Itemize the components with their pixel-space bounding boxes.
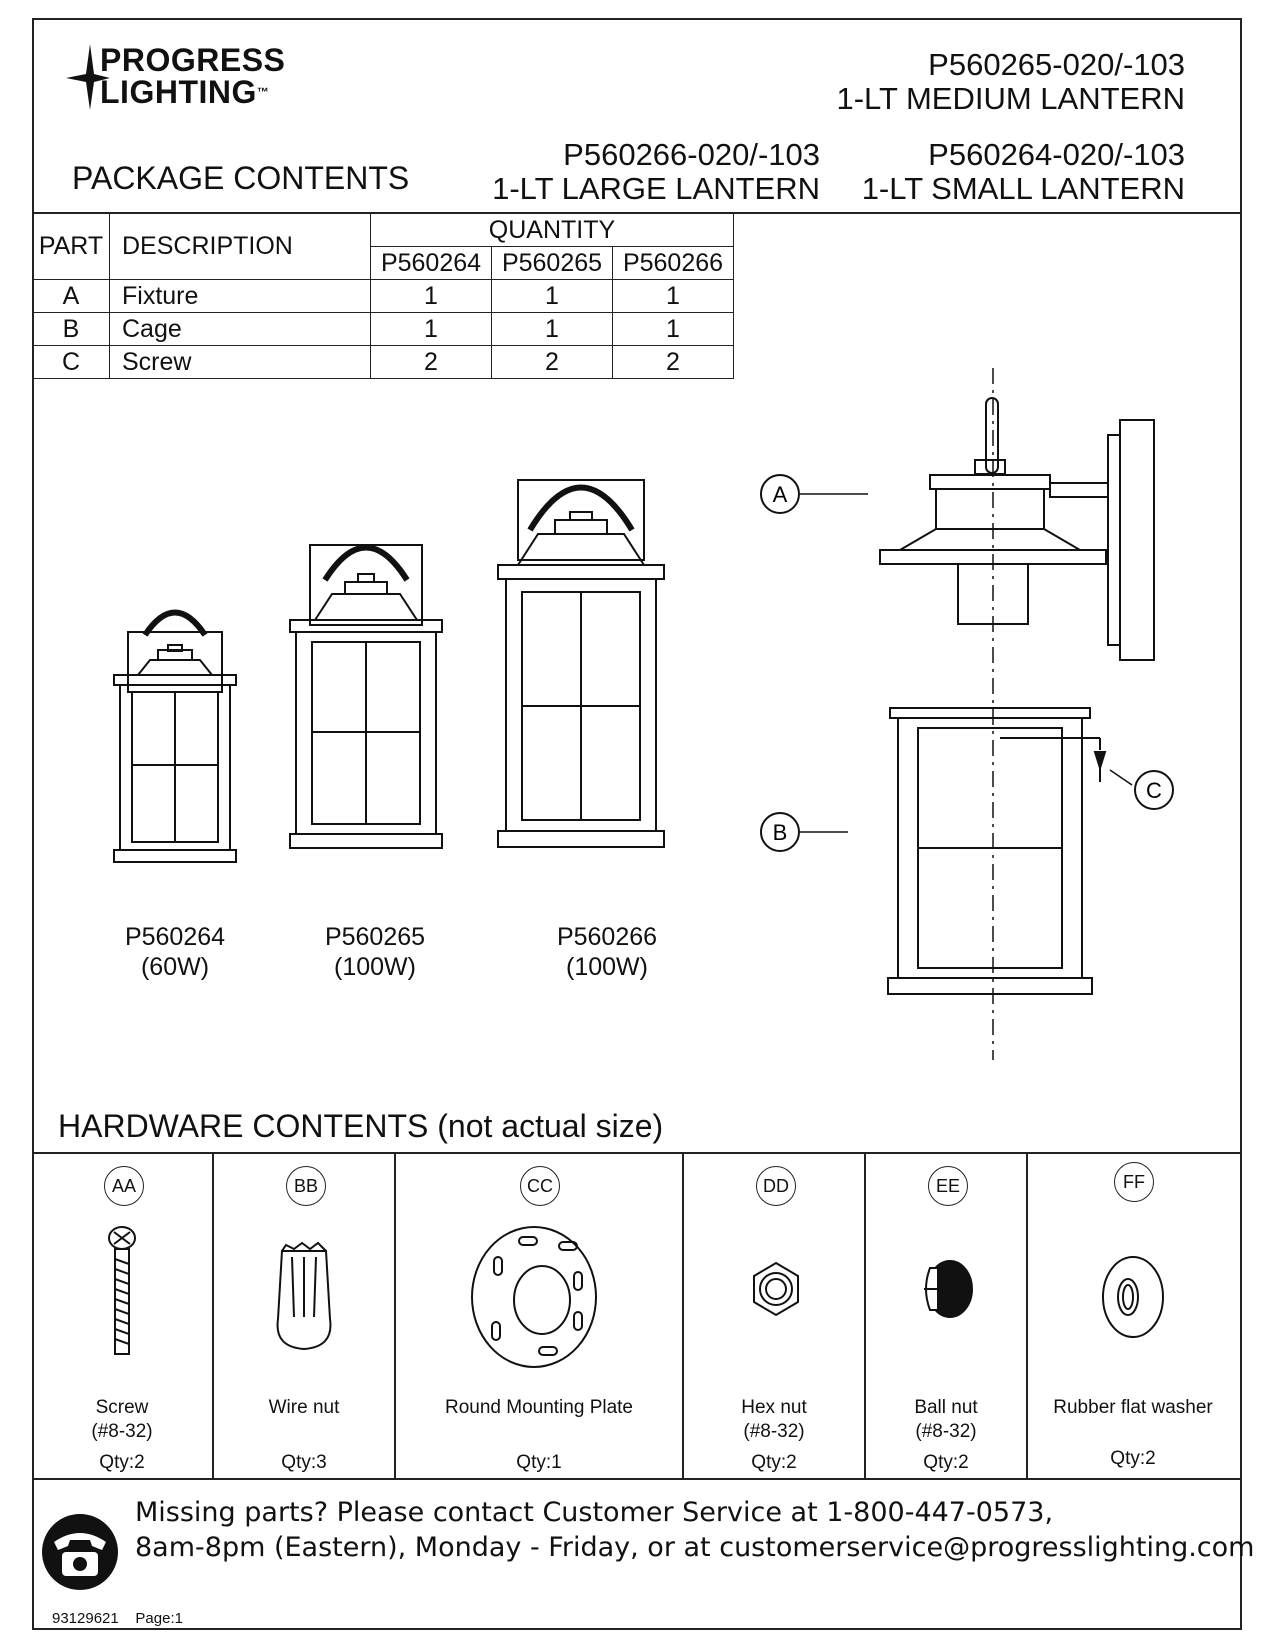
lantern-code: P560265	[324, 923, 426, 951]
screw-icon	[92, 1224, 152, 1364]
hardware-id-badge: AA	[104, 1166, 144, 1206]
hardware-name-text: Wire nut	[268, 1397, 340, 1418]
brand-line2: LIGHTING™	[100, 74, 270, 110]
hardware-spec-text: (#8-32)	[915, 1421, 977, 1442]
qty-cell: 2	[613, 346, 734, 379]
hardware-qty: Qty:2	[99, 1452, 145, 1473]
hardware-item	[214, 1154, 396, 1478]
exploded-assembly-drawing	[760, 360, 1230, 1080]
hardware-name-text: Screw	[95, 1397, 149, 1418]
hardware-name	[866, 1396, 1026, 1444]
hardware-spec-text: (#8-32)	[743, 1421, 805, 1442]
qty-cell: 1	[371, 313, 492, 346]
hardware-item	[684, 1154, 866, 1478]
qty-cell: 1	[613, 313, 734, 346]
hardware-row	[32, 1152, 1242, 1480]
medium-lantern-icon	[290, 545, 442, 848]
qty-col-header: P560265	[492, 247, 613, 280]
hex-nut-icon	[746, 1259, 806, 1319]
qty-cell: 1	[492, 280, 613, 313]
hardware-name	[214, 1396, 394, 1420]
qty-cell: 1	[492, 313, 613, 346]
lantern-watt: (100W)	[566, 953, 648, 981]
lantern-code: P560264	[124, 923, 226, 951]
hardware-name-text: Round Mounting Plate	[444, 1397, 633, 1418]
callout-a-label: A	[772, 482, 788, 507]
hardware-item	[1028, 1154, 1238, 1478]
col-part-header: PART	[33, 214, 110, 280]
qty-cell: 1	[371, 280, 492, 313]
table-row	[33, 313, 734, 346]
hardware-spec-text: (#8-32)	[91, 1421, 153, 1442]
hardware-id-badge: BB	[286, 1166, 326, 1206]
doc-info	[52, 1610, 183, 1627]
hardware-name-text: Hex nut	[741, 1397, 807, 1418]
mounting-plate-icon	[464, 1222, 604, 1372]
part-letter: B	[33, 313, 110, 346]
model-medium-name: 1-LT MEDIUM LANTERN	[836, 81, 1185, 116]
part-letter: A	[33, 280, 110, 313]
col-qty-header: QUANTITY	[371, 214, 734, 247]
table-row	[33, 280, 734, 313]
model-medium-code: P560265-020/-103	[928, 47, 1185, 82]
hardware-qty: Qty:3	[281, 1452, 327, 1473]
hardware-qty: Qty:2	[1110, 1448, 1156, 1469]
model-small-code: P560264-020/-103	[928, 137, 1185, 172]
large-lantern-icon	[498, 480, 664, 847]
hardware-id-badge: DD	[756, 1166, 796, 1206]
model-large-name: 1-LT LARGE LANTERN	[492, 171, 820, 206]
footer-line2: 8am-8pm (Eastern), Monday - Friday, or at customerservice@progresslighting.com	[135, 1532, 1255, 1563]
part-letter: C	[33, 346, 110, 379]
qty-col-header: P560266	[613, 247, 734, 280]
hardware-name-text: Ball nut	[914, 1397, 978, 1418]
lantern-label-small	[100, 922, 250, 982]
model-large-code: P560266-020/-103	[563, 137, 820, 172]
model-medium	[836, 48, 1185, 116]
lantern-watt: (60W)	[140, 953, 210, 981]
lantern-label-medium	[300, 922, 450, 982]
qty-cell: 1	[613, 280, 734, 313]
lantern-lineup-drawing	[100, 470, 720, 910]
page-number: Page:1	[135, 1610, 183, 1627]
hardware-name	[32, 1396, 212, 1444]
qty-cell: 2	[371, 346, 492, 379]
wire-nut-icon	[264, 1239, 344, 1359]
hardware-id-badge: FF	[1114, 1162, 1154, 1202]
hardware-name	[684, 1396, 864, 1444]
brand-logo	[60, 40, 340, 120]
hardware-contents-title: HARDWARE CONTENTS (not actual size)	[58, 1108, 664, 1144]
lantern-code: P560266	[556, 923, 658, 951]
parts-table	[32, 213, 734, 379]
footer-line1: Missing parts? Please contact Customer Service at 1-800-447-0573,	[135, 1497, 1054, 1528]
qty-col-header: P560264	[371, 247, 492, 280]
lantern-watt: (100W)	[334, 953, 416, 981]
small-lantern-icon	[114, 613, 236, 863]
hardware-item	[32, 1154, 214, 1478]
model-small-name: 1-LT SMALL LANTERN	[861, 171, 1185, 206]
qty-cell: 2	[492, 346, 613, 379]
part-desc: Cage	[110, 313, 371, 346]
hardware-qty: Qty:2	[751, 1452, 797, 1473]
part-desc: Fixture	[110, 280, 371, 313]
table-row	[33, 346, 734, 379]
hardware-name	[396, 1396, 682, 1420]
model-large	[492, 138, 820, 206]
lantern-label-large	[532, 922, 682, 982]
washer-icon	[1098, 1254, 1168, 1340]
hardware-item	[396, 1154, 684, 1478]
col-desc-header: DESCRIPTION	[110, 214, 371, 280]
part-desc: Screw	[110, 346, 371, 379]
missing-parts-notice	[135, 1495, 1254, 1565]
hardware-name-text: Rubber flat washer	[1053, 1397, 1213, 1418]
package-contents-title: PACKAGE CONTENTS	[72, 160, 410, 196]
callout-c-label: C	[1146, 778, 1162, 803]
callout-b-label: B	[772, 820, 788, 845]
hardware-qty: Qty:2	[923, 1452, 969, 1473]
model-small	[862, 138, 1185, 206]
hardware-id-badge: CC	[520, 1166, 560, 1206]
ball-nut-icon	[914, 1254, 978, 1324]
hardware-item	[866, 1154, 1028, 1478]
doc-number: 93129621	[52, 1610, 119, 1627]
brand-line1: PROGRESS	[100, 42, 286, 78]
telephone-icon	[40, 1512, 120, 1592]
hardware-name	[1028, 1396, 1238, 1420]
hardware-qty: Qty:1	[516, 1452, 562, 1473]
hardware-id-badge: EE	[928, 1166, 968, 1206]
